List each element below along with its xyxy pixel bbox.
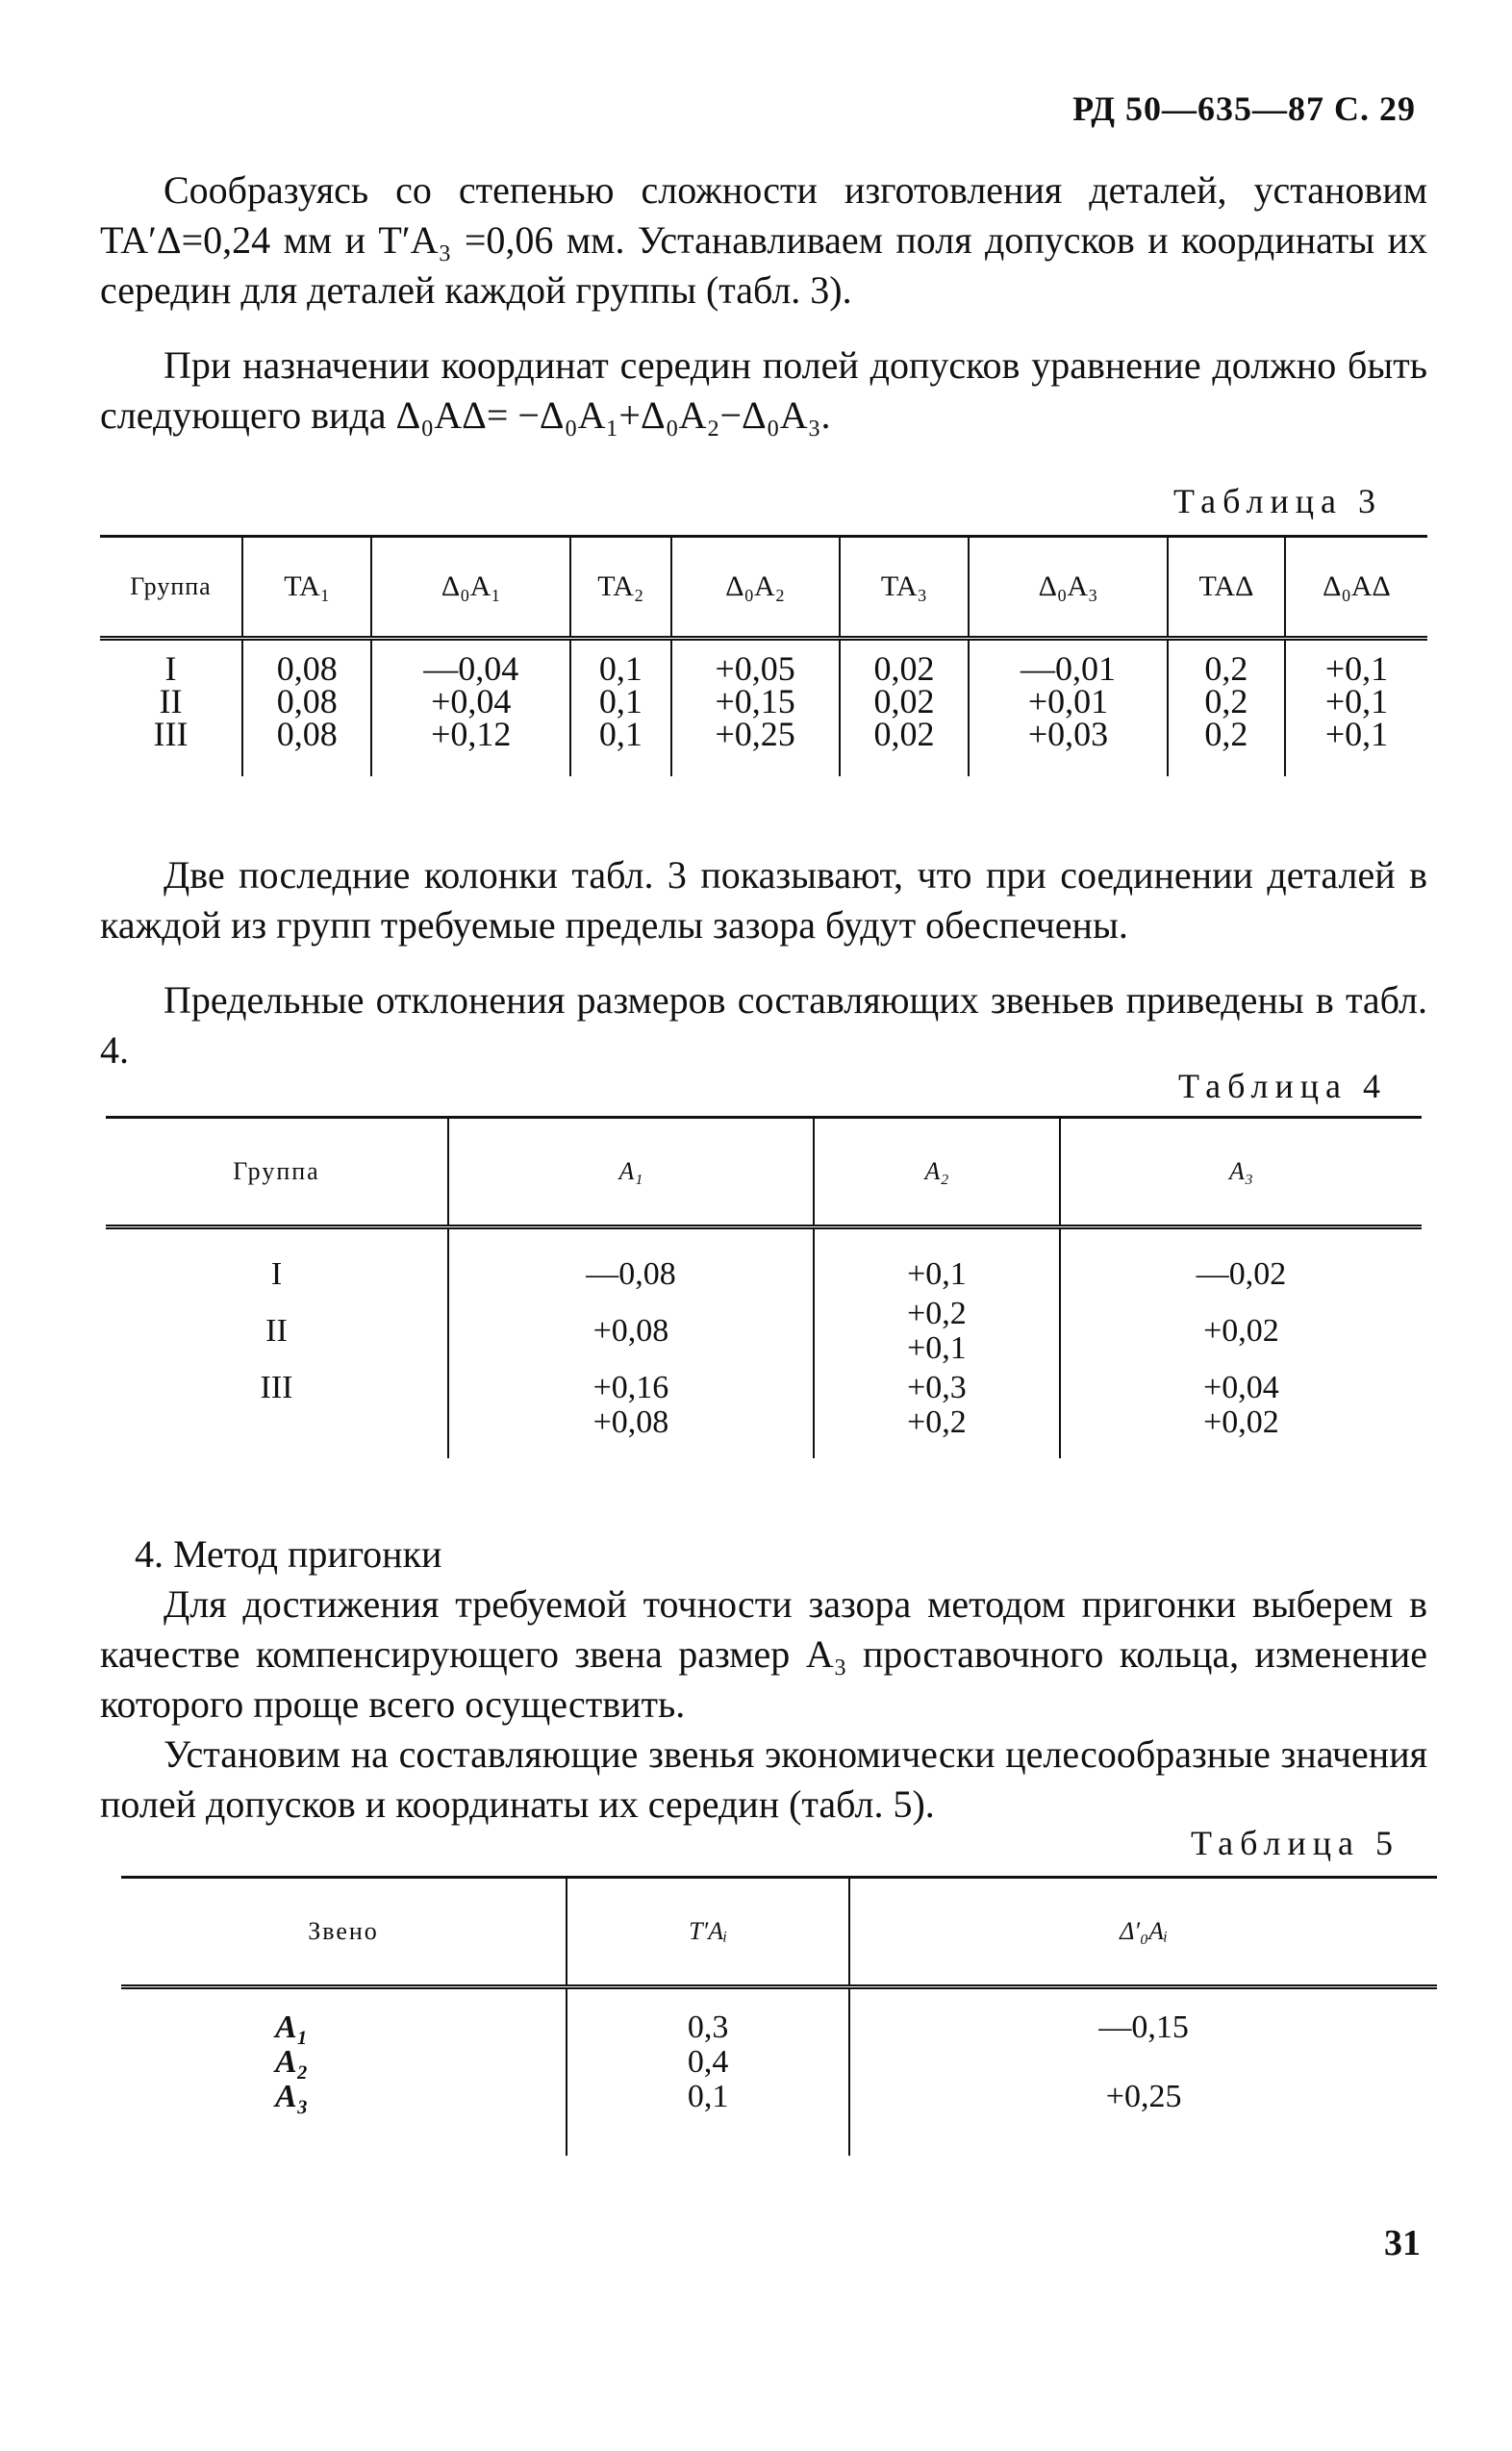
table3-header: TA₂ bbox=[570, 537, 670, 639]
table3-cell: 0,1 0,1 0,1 bbox=[570, 639, 670, 777]
table3-cell: I II III bbox=[153, 649, 189, 753]
table4-header: Группа bbox=[106, 1118, 448, 1227]
paragraph-3-text: Две последние колонки табл. 3 показывают, что при соединении деталей в каждой из групп требуемые пределы зазора будут обеспечены. bbox=[100, 853, 1427, 947]
table3-cell: 0,02 0,02 0,02 bbox=[840, 639, 969, 777]
table3-header-row bbox=[100, 537, 1427, 639]
table4-header-row bbox=[106, 1118, 1422, 1227]
table5-header: Δ′₀Aᵢ bbox=[849, 1878, 1437, 1987]
table4-cell: +0,16 +0,08 bbox=[448, 1367, 814, 1458]
table4-header: A₃ bbox=[1060, 1118, 1422, 1227]
table4-cell: +0,1 bbox=[814, 1227, 1060, 1297]
table4-cell: III bbox=[260, 1370, 293, 1405]
table5-header: T′Aᵢ bbox=[567, 1878, 849, 1987]
paragraph-1 bbox=[100, 165, 1427, 316]
table5-cell: A₁ A₂ A₃ bbox=[275, 2009, 309, 2114]
paragraph-3 bbox=[100, 850, 1427, 950]
page-number: 31 bbox=[1384, 2223, 1421, 2263]
table4-cell: —0,02 bbox=[1060, 1227, 1422, 1297]
table4-cell: +0,2 +0,1 bbox=[814, 1296, 1060, 1367]
table4-cell: II bbox=[265, 1313, 288, 1349]
table3-header: TA₁ bbox=[242, 537, 371, 639]
table3-cell: +0,05 +0,15 +0,25 bbox=[671, 639, 840, 777]
table4-cell: —0,08 bbox=[448, 1227, 814, 1297]
table3-cell: 0,08 0,08 0,08 bbox=[242, 639, 371, 777]
table5-caption: Таблица 5 bbox=[1191, 1824, 1399, 1862]
paragraph-4 bbox=[100, 975, 1427, 1075]
table4-row bbox=[106, 1296, 1422, 1367]
table3-cell: —0,01 +0,01 +0,03 bbox=[969, 639, 1168, 777]
table4-cell: I bbox=[270, 1256, 283, 1292]
table5-cell: 0,3 0,4 0,1 bbox=[567, 1987, 849, 2157]
running-header: РД 50—635—87 С. 29 bbox=[1072, 89, 1416, 128]
table4-header: A₁ bbox=[448, 1118, 814, 1227]
paragraph-5 bbox=[100, 1579, 1427, 1730]
table3-cell: +0,1 +0,1 +0,1 bbox=[1285, 639, 1427, 777]
table3-header: Δ₀A₁ bbox=[371, 537, 570, 639]
paragraph-1-text: Сообразуясь со степенью сложности изготовления деталей, установим TA′Δ=0,24 мм и T′A₃ =0,06 мм. Устанавливаем поля допусков и координаты их середин для деталей каждой группы (табл. 3). bbox=[100, 168, 1427, 312]
table3-body-row bbox=[100, 639, 1427, 777]
table3-cell: —0,04 +0,04 +0,12 bbox=[371, 639, 570, 777]
paragraph-2 bbox=[100, 341, 1427, 441]
table3-header: Δ₀AΔ bbox=[1285, 537, 1427, 639]
table4-row bbox=[106, 1367, 1422, 1458]
table-3 bbox=[100, 535, 1427, 776]
table5-header: Звено bbox=[121, 1878, 567, 1987]
table3-header: Δ₀A₃ bbox=[969, 537, 1168, 639]
table4-row bbox=[106, 1227, 1422, 1297]
table3-header: Группа bbox=[100, 537, 242, 639]
table4-caption: Таблица 4 bbox=[1178, 1067, 1387, 1105]
table3-cell: 0,2 0,2 0,2 bbox=[1168, 639, 1285, 777]
table3-header: Δ₀A₂ bbox=[671, 537, 840, 639]
table3-header: TA₃ bbox=[840, 537, 969, 639]
table-5 bbox=[121, 1876, 1437, 2156]
table4-cell: +0,04 +0,02 bbox=[1060, 1367, 1422, 1458]
table4-cell: +0,3 +0,2 bbox=[814, 1367, 1060, 1458]
table3-caption: Таблица 3 bbox=[1173, 482, 1382, 520]
paragraph-4-text: Предельные отклонения размеров составляющих звеньев приведены в табл. 4. bbox=[100, 978, 1427, 1072]
table5-cell: —0,15 +0,25 bbox=[849, 1987, 1437, 2157]
paragraph-5-text: Для достижения требуемой точности зазора методом пригонки выберем в качестве компенсирующего звена размер A₃ проставочного кольца, изменение которого проще всего осуществить. bbox=[100, 1582, 1427, 1726]
table5-body-row bbox=[121, 1987, 1437, 2157]
paragraph-6-text: Установим на составляющие звенья экономически целесообразные значения полей допусков и координаты их середин (табл. 5). bbox=[100, 1732, 1427, 1826]
table-4 bbox=[106, 1116, 1422, 1458]
table4-header: A₂ bbox=[814, 1118, 1060, 1227]
table4-cell: +0,02 bbox=[1060, 1296, 1422, 1367]
paragraph-6 bbox=[100, 1730, 1427, 1830]
table3-header: TAΔ bbox=[1168, 537, 1285, 639]
table5-header-row bbox=[121, 1878, 1437, 1987]
table4-cell: +0,08 bbox=[448, 1296, 814, 1367]
section-heading: 4. Метод пригонки bbox=[135, 1532, 442, 1576]
paragraph-2-text: При назначении координат середин полей допусков уравнение должно быть следующего вида Δ₀AΔ= −Δ₀A₁+Δ₀A₂−Δ₀A₃. bbox=[100, 343, 1427, 437]
